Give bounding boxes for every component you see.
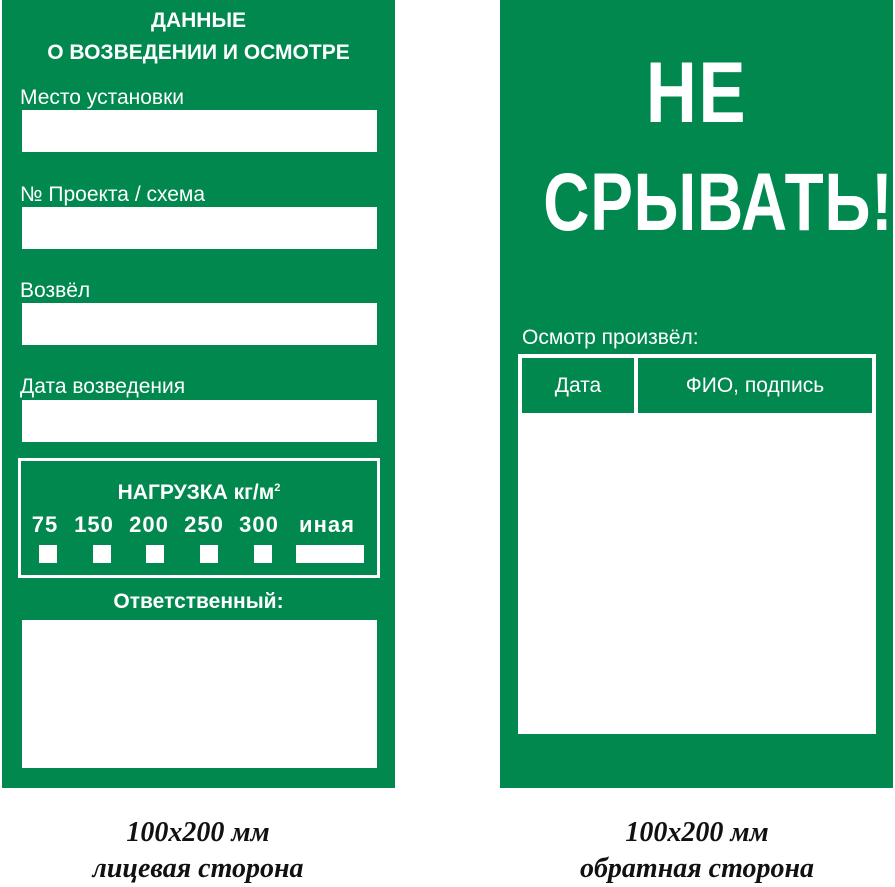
field-label-location: Место установки — [20, 86, 184, 109]
responsible-box — [22, 620, 377, 768]
field-box-project — [22, 207, 377, 249]
load-option-250: 250 — [184, 512, 224, 537]
load-option-other: иная — [299, 512, 355, 537]
table-header-name-signature: ФИО, подпись — [638, 358, 872, 413]
inspection-table — [518, 354, 876, 734]
warning-word-sryvat: СРЫВАТЬ! — [543, 157, 894, 248]
back-caption-side: обратная сторона — [579, 853, 815, 884]
responsible-label: Ответственный: — [113, 590, 284, 613]
load-checkbox-75 — [39, 545, 57, 563]
front-caption-size: 100х200 мм — [126, 817, 270, 848]
load-title-text: НАГРУЗКА кг/м — [117, 481, 275, 504]
front-title-line2: О ВОЗВЕДЕНИИ И ОСМОТРЕ — [47, 41, 350, 64]
front-side-card — [2, 0, 395, 788]
load-checkbox-200 — [146, 545, 164, 563]
load-checkbox-250 — [200, 545, 218, 563]
load-checkbox-150 — [93, 545, 111, 563]
load-option-200: 200 — [129, 512, 169, 537]
front-caption-side: лицевая сторона — [92, 853, 304, 884]
field-label-erection-date: Дата возведения — [20, 375, 186, 398]
back-side-card — [500, 0, 893, 788]
load-option-150: 150 — [74, 512, 114, 537]
load-title-superscript: 2 — [274, 482, 281, 494]
warning-word-ne: НЕ — [645, 45, 748, 141]
table-header-date: Дата — [522, 358, 634, 413]
load-panel — [18, 458, 380, 578]
front-title-line1: ДАННЫЕ — [150, 9, 247, 32]
load-checkbox-300 — [254, 545, 272, 563]
load-title — [21, 475, 377, 506]
field-box-erection-date — [22, 400, 377, 442]
load-field-other — [296, 545, 364, 563]
field-label-project: № Проекта / схема — [20, 183, 206, 206]
field-box-erected-by — [22, 303, 377, 345]
field-box-location — [22, 110, 377, 152]
field-label-erected-by: Возвёл — [20, 279, 91, 302]
back-caption-size: 100х200 мм — [625, 817, 769, 848]
load-option-300: 300 — [239, 512, 279, 537]
load-option-75: 75 — [31, 512, 59, 537]
inspection-label: Осмотр произвёл: — [522, 326, 699, 349]
